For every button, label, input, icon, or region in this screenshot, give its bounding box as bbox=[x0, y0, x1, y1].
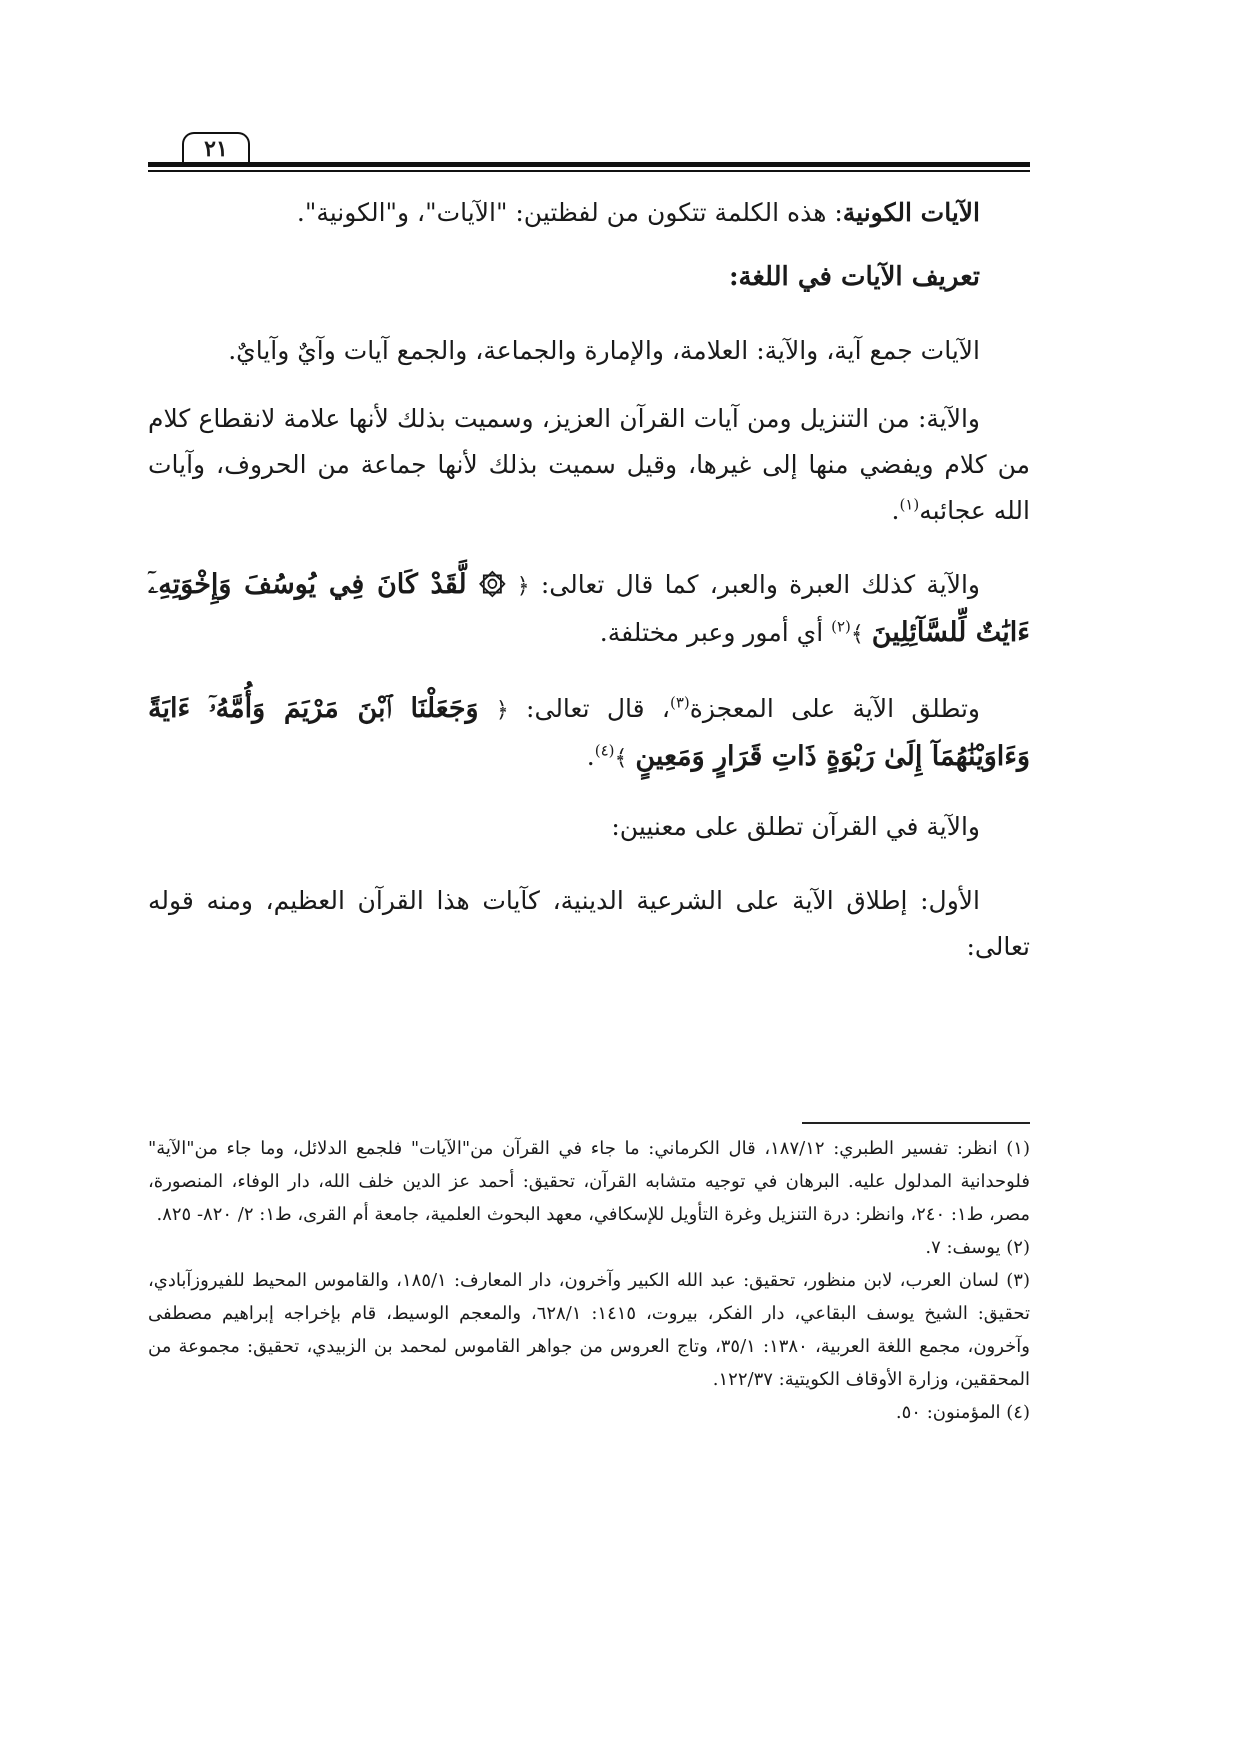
paragraph-cosmic-signs bbox=[148, 190, 1030, 236]
footnote-1: (١) انظر: تفسير الطبري: ١٨٧/١٢، قال الكرماني: ما جاء في القرآن من"الآيات" فلجمع الدلائل، وما جاء من"الآية" فلوحدانية المدلول عليه. البرهان في توجيه متشابه القرآن، تحقيق: أحمد عز الدين خلف الله، دار الوفاء، المنصورة، مصر، ط١: ٢٤٠، وانظر: درة التنزيل وغرة التأويل للإسكافي، معهد البحوث العلمية، جامعة أم القرى، ط١: ٢/ ٨٢٠- ٨٢٥. bbox=[148, 1138, 1030, 1225]
quran-close-bracket: ﴾ bbox=[850, 622, 864, 647]
paragraph-end: . bbox=[891, 496, 900, 525]
quran-verse-muminun: وَجَعَلْنَا ٱبْنَ مَرْيَمَ وَأُمَّهُۥٓ ءَايَةً وَءَاوَيْنَٰهُمَآ إِلَىٰ رَبْوَةٍ ذَاتِ قَرَارٍ وَمَعِينٍ bbox=[148, 693, 1030, 772]
footnote-ref-3[interactable]: (٣) bbox=[669, 693, 690, 712]
footnote-separator bbox=[802, 1122, 1030, 1124]
paragraph-first-meaning: الأول: إطلاق الآية على الشرعية الدينية، كآيات هذا القرآن العظيم، ومنه قوله تعالى: bbox=[148, 886, 1030, 961]
paragraph-text: وتطلق الآية على المعجزة bbox=[689, 694, 980, 723]
paragraph-end: . bbox=[586, 742, 595, 771]
paragraph-two-meanings: والآية في القرآن تطلق على معنيين: bbox=[611, 812, 980, 841]
quran-open-bracket: ﴿ bbox=[495, 698, 509, 723]
footnote-ref-4[interactable]: (٤) bbox=[594, 741, 615, 760]
term-cosmic-signs: الآيات الكونية bbox=[842, 198, 980, 227]
footnotes bbox=[148, 1132, 1030, 1429]
paragraph-lesson bbox=[148, 562, 1030, 658]
main-text bbox=[148, 190, 1030, 970]
footnote-2: (٢) يوسف: ٧. bbox=[925, 1237, 1030, 1258]
quran-close-bracket: ﴾ bbox=[614, 746, 628, 771]
paragraph-text: والآية كذلك العبرة والعبر، كما قال تعالى: bbox=[529, 570, 981, 599]
paragraph-text: أي أمور وعبر مختلفة. bbox=[599, 618, 832, 647]
header-rule-thin bbox=[148, 170, 1030, 172]
header-rule-thick bbox=[148, 162, 1030, 167]
footnote-4: (٤) المؤمنون: ٥٠. bbox=[895, 1402, 1030, 1423]
quran-verse-yusuf: ۞ لَّقَدْ كَانَ فِي يُوسُفَ وَإِخْوَتِهِۦٓ ءَايَٰتٌ لِّلسَّآئِلِينَ bbox=[148, 569, 1030, 648]
page-number: ٢١ bbox=[182, 132, 250, 162]
paragraph-text: ، قال تعالى: bbox=[508, 694, 670, 723]
paragraph-definition: الآيات جمع آية، والآية: العلامة، والإمارة والجماعة، والجمع آيات وآيٌ وآيايٌ. bbox=[228, 336, 980, 365]
paragraph-miracle bbox=[148, 686, 1030, 782]
paragraph-text: والآية: من التنزيل ومن آيات القرآن العزيز، وسميت بذلك لأنها علامة لانقطاع كلام من كلام ويفضي منها إلى غيرها، وقيل سميت بذلك لأنها جماعة من الحروف، وآيات الله عجائبه bbox=[148, 404, 1030, 525]
paragraph-text: : هذه الكلمة تتكون من لفظتين: "الآيات"، و"الكونية". bbox=[296, 198, 843, 227]
footnote-3: (٣) لسان العرب، لابن منظور، تحقيق: عبد الله الكبير وآخرون، دار المعارف: ١٨٥/١، والقاموس المحيط للفيروزآبادي، تحقيق: الشيخ يوسف البقاعي، دار الفكر، بيروت، ١٤١٥: ٦٢٨/١، والمعجم الوسيط، قام بإخراجه إبراهيم مصطفى وآخرون، مجمع اللغة العربية، ١٣٨٠: ٣٥/١، وتاج العروس من جواهر القاموس لمحمد بن الزبيدي، تحقيق: مجموعة من المحققين، وزارة الأوقاف الكويتية: ١٢٢/٣٧. bbox=[148, 1270, 1030, 1390]
quran-open-bracket: ﴿ bbox=[516, 574, 530, 599]
footnote-ref-1[interactable]: (١) bbox=[899, 495, 920, 514]
footnote-ref-2[interactable]: (٢) bbox=[831, 617, 851, 636]
section-heading: تعريف الآيات في اللغة: bbox=[728, 262, 980, 292]
paragraph-revelation bbox=[148, 396, 1030, 534]
